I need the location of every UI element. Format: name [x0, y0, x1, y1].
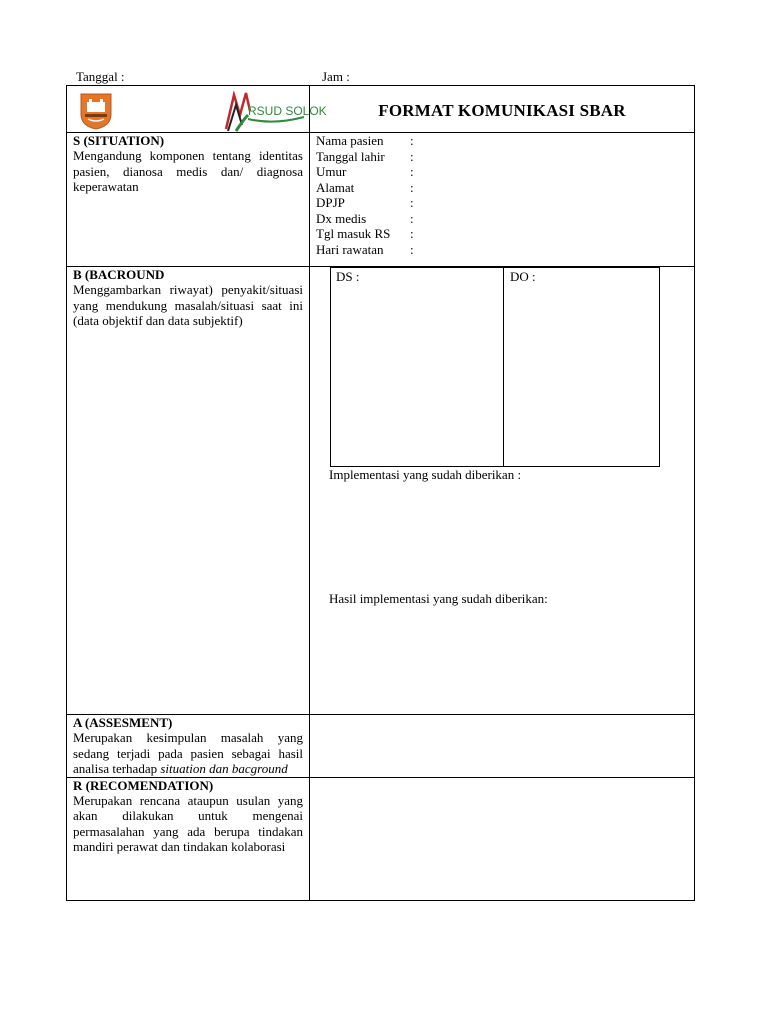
institution-logo — [79, 92, 113, 130]
recommendation-desc-cell — [67, 777, 310, 900]
field-label: DPJP — [316, 195, 345, 210]
field-row — [316, 180, 414, 196]
title-cell — [310, 86, 695, 133]
field-label: Nama pasien — [316, 133, 384, 148]
ds-do-box — [330, 267, 660, 467]
field-label: Umur — [316, 164, 347, 179]
background-desc-cell — [67, 267, 310, 715]
field-colon: : — [410, 148, 414, 164]
recommendation-row — [67, 777, 695, 900]
recommendation-description: Merupakan rencana ataupun usulan yang akan dilakukan untuk mengenai permasalahan yang ada berupa tindakan mandiri perawat dan tindakan kolaborasi — [73, 792, 303, 854]
background-description: Menggambarkan riwayat) penyakit/situasi yang mendukung masalah/situasi saat ini (data objektif dan data subjektif) — [73, 282, 303, 328]
field-row — [316, 164, 414, 180]
situation-description: Mengandung komponen tentang identitas pasien, dianosa medis dan/ diagnosa keperawatan — [73, 148, 303, 194]
ds-do-divider — [503, 268, 504, 466]
background-title: B (BACROUND — [73, 267, 165, 282]
assessment-row — [67, 715, 695, 778]
field-colon: : — [410, 195, 414, 210]
assessment-description-italic: situation dan bacground — [160, 761, 288, 776]
date-label: Tanggal : — [76, 69, 125, 84]
recommendation-title: R (RECOMENDATION) — [73, 777, 214, 793]
assessment-description — [73, 730, 303, 777]
assessment-desc-cell — [67, 715, 310, 778]
situation-title: S (SITUATION) — [73, 133, 165, 148]
field-label: Dx medis — [316, 210, 367, 226]
field-row — [316, 195, 414, 211]
logo-cell — [67, 86, 327, 133]
form-title: FORMAT KOMUNIKASI SBAR — [378, 101, 626, 120]
header-row — [67, 86, 695, 133]
field-row — [316, 149, 414, 165]
field-colon: : — [410, 164, 414, 179]
field-row — [316, 226, 414, 242]
field-label: Tgl masuk RS — [316, 226, 391, 241]
field-row — [316, 133, 414, 149]
field-colon: : — [410, 133, 414, 148]
field-label: Tanggal lahir — [316, 148, 385, 164]
rsud-solok-logo — [224, 89, 327, 133]
patient-identity-fields — [316, 133, 414, 257]
situation-fields-cell — [310, 133, 695, 267]
field-row — [316, 242, 414, 258]
logo-text: RSUD SOLOK — [248, 104, 327, 118]
implementation-label: Implementasi yang sudah diberikan : — [329, 467, 522, 482]
situation-desc-cell — [67, 133, 310, 267]
field-colon: : — [410, 210, 414, 226]
situation-row — [67, 133, 695, 267]
recommendation-input-cell — [310, 777, 695, 900]
assessment-title: A (ASSESMENT) — [73, 715, 173, 730]
time-label: Jam : — [322, 69, 350, 84]
do-label: DO : — [510, 269, 536, 284]
field-colon: : — [410, 226, 414, 241]
ds-label: DS : — [336, 269, 360, 284]
field-colon: : — [410, 179, 414, 195]
sbar-form-table — [66, 85, 695, 901]
field-colon: : — [410, 241, 414, 257]
field-label: Alamat — [316, 179, 355, 195]
field-row — [316, 211, 414, 227]
assessment-description-text: Merupakan kesimpulan masalah yang sedang terjadi pada pasien sebagai hasil analisa terhadap — [73, 730, 303, 776]
assessment-input-cell — [310, 715, 695, 778]
field-label: Hari rawatan — [316, 241, 384, 257]
implementation-result-label: Hasil implementasi yang sudah diberikan: — [329, 591, 548, 606]
